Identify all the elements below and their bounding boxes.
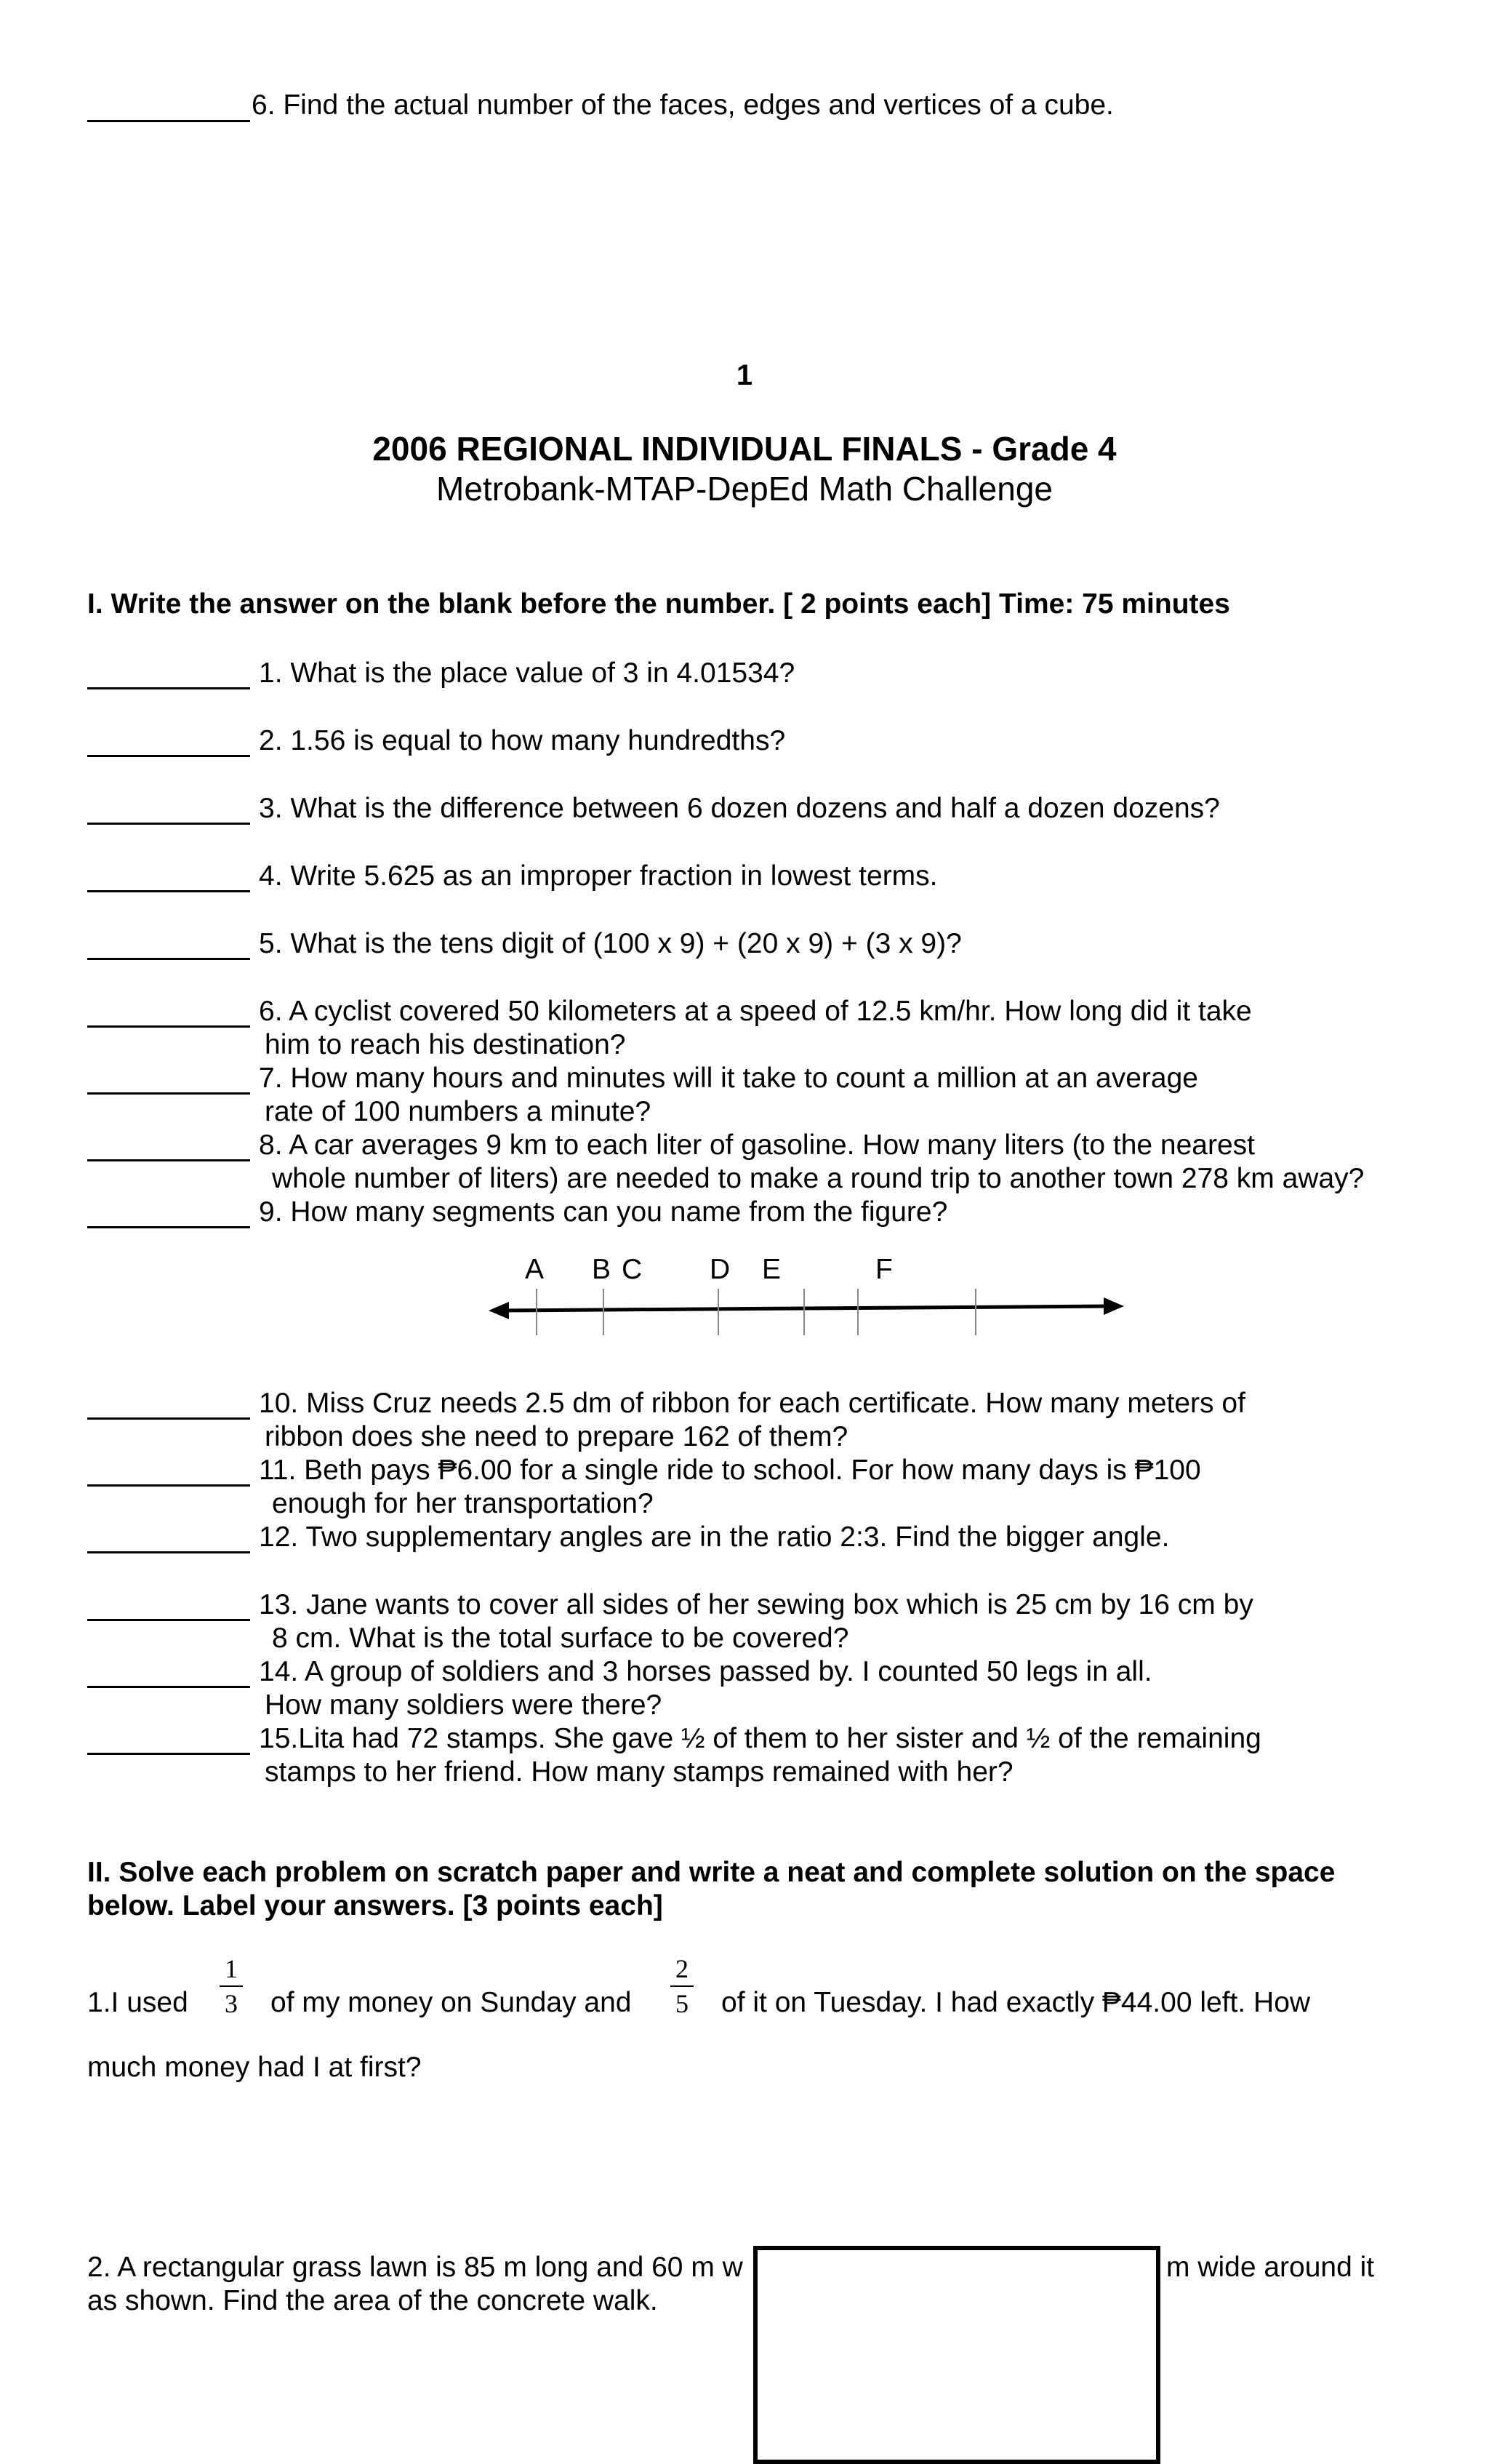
- question-5: 5. What is the tens digit of (100 x 9) + (20 x 9) + (3 x 9)?: [259, 928, 962, 959]
- part2-instructions-line2: below. Label your answers. [3 points each]: [87, 1890, 663, 1921]
- fraction-one-third: [217, 1953, 246, 2019]
- question-11-line1: 11. Beth pays ₱6.00 for a single ride to school. For how many days is ₱100: [259, 1455, 1201, 1486]
- problem-2-line1-left: 2. A rectangular grass lawn is 85 m long and 60 m w: [87, 2252, 743, 2283]
- figure-label-c: C: [622, 1254, 643, 1285]
- problem-1-part-a: 1.I used: [87, 1987, 188, 2018]
- lawn-rectangle-figure: [753, 2246, 1160, 2464]
- arrowhead-right: [1104, 1297, 1124, 1315]
- figure-label-f: F: [875, 1254, 893, 1285]
- question-6-line2: him to reach his destination?: [265, 1029, 626, 1060]
- answer-blank[interactable]: [87, 1686, 250, 1688]
- figure-label-e: E: [762, 1254, 782, 1285]
- question-12: 12. Two supplementary angles are in the ratio 2:3. Find the bigger angle.: [259, 1521, 1170, 1553]
- question-4: 4. Write 5.625 as an improper fraction in lowest terms.: [259, 860, 938, 892]
- figure-label-b: B: [592, 1254, 611, 1285]
- part2-instructions-line1: II. Solve each problem on scratch paper and write a neat and complete solution on the space: [87, 1857, 1336, 1888]
- question-1: 1. What is the place value of 3 in 4.01534?: [259, 657, 795, 689]
- figure-line: [500, 1306, 1112, 1311]
- page-title: 2006 REGIONAL INDIVIDUAL FINALS - Grade 4: [372, 430, 1117, 468]
- part1-instructions: I. Write the answer on the blank before the number. [ 2 points each] Time: 75 minutes: [87, 588, 1230, 620]
- answer-blank[interactable]: [87, 1484, 250, 1487]
- answer-blank[interactable]: [87, 1417, 250, 1420]
- fraction-numerator: 1: [225, 1954, 238, 1983]
- question-9: 9. How many segments can you name from the figure?: [259, 1196, 948, 1228]
- question-7-line1: 7. How many hours and minutes will it take to count a million at an average: [259, 1063, 1198, 1094]
- question-10-line2: ribbon does she need to prepare 162 of them?: [265, 1421, 848, 1452]
- fraction-denominator: 5: [675, 1989, 689, 2018]
- answer-blank[interactable]: [87, 1619, 250, 1621]
- page-subtitle: Metrobank-MTAP-DepEd Math Challenge: [436, 470, 1053, 508]
- previous-item-6: 6. Find the actual number of the faces, edges and vertices of a cube.: [252, 89, 1114, 121]
- question-13-line1: 13. Jane wants to cover all sides of her sewing box which is 25 cm by 16 cm by: [259, 1589, 1253, 1620]
- question-10-line1: 10. Miss Cruz needs 2.5 dm of ribbon for each certificate. How many meters of: [259, 1388, 1245, 1419]
- answer-blank[interactable]: [87, 1753, 250, 1755]
- question-2: 2. 1.56 is equal to how many hundredths?: [259, 725, 786, 756]
- fraction-denominator: 3: [225, 1989, 238, 2018]
- problem-1-part-c: of it on Tuesday. I had exactly ₱44.00 left. How: [721, 1987, 1311, 2018]
- figure-label-d: D: [710, 1254, 731, 1285]
- question-15-line2: stamps to her friend. How many stamps remained with her?: [265, 1756, 1014, 1788]
- question-8-line2: whole number of liters) are needed to make a round trip to another town 278 km away?: [272, 1163, 1365, 1194]
- question-11-line2: enough for her transportation?: [272, 1488, 654, 1519]
- answer-blank[interactable]: [87, 1551, 250, 1553]
- fraction-two-fifths: [667, 1953, 697, 2019]
- question-3: 3. What is the difference between 6 dozen dozens and half a dozen dozens?: [259, 793, 1220, 824]
- problem-1-part-b: of my money on Sunday and: [270, 1987, 632, 2018]
- page-number: 1: [736, 359, 753, 391]
- figure-label-a: A: [525, 1254, 545, 1285]
- question-15-line1: 15.Lita had 72 stamps. She gave ½ of them to her sister and ½ of the remaining: [259, 1723, 1261, 1754]
- question-8-line1: 8. A car averages 9 km to each liter of gasoline. How many liters (to the nearest: [259, 1129, 1256, 1161]
- problem-1-line2: much money had I at first?: [87, 2052, 422, 2083]
- question-14-line1: 14. A group of soldiers and 3 horses passed by. I counted 50 legs in all.: [259, 1656, 1152, 1687]
- problem-2-line1-right: m wide around it: [1166, 2252, 1375, 2283]
- arrowhead-left: [489, 1302, 509, 1319]
- question-13-line2: 8 cm. What is the total surface to be covered?: [272, 1623, 849, 1654]
- problem-2-line2: as shown. Find the area of the concrete walk.: [87, 2285, 658, 2316]
- fraction-numerator: 2: [675, 1954, 689, 1983]
- question-14-line2: How many soldiers were there?: [265, 1689, 662, 1721]
- question-6-line1: 6. A cyclist covered 50 kilometers at a speed of 12.5 km/hr. How long did it take: [259, 996, 1252, 1027]
- question-7-line2: rate of 100 numbers a minute?: [265, 1096, 651, 1127]
